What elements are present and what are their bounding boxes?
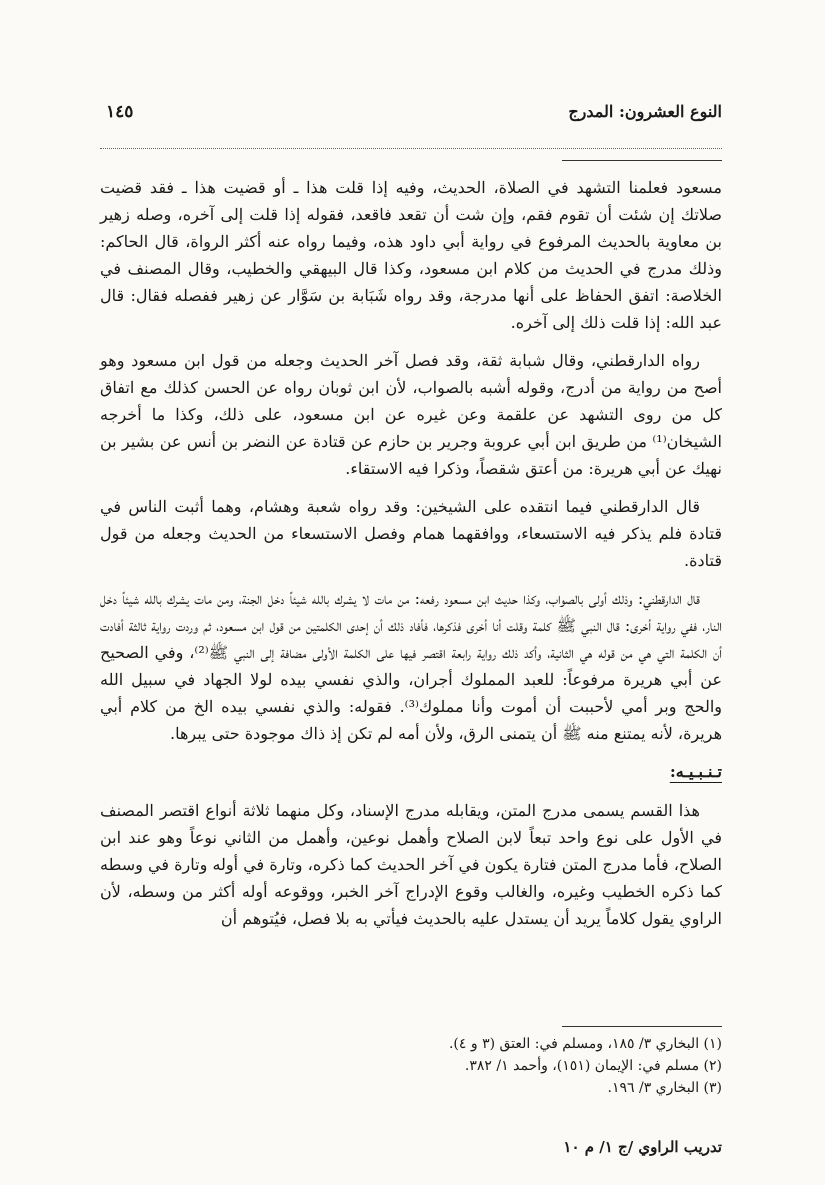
- page-number: ١٤٥: [106, 102, 134, 122]
- paragraph: قال الدارقطني: وذلك أولى بالصواب، وكذا حديث ابن مسعود رفعه: من مات لا يشرك بالله شيئاً دخل الجنة، ومن مات يشرك بالله شيئاً دخل النار، ففي رواية أخرى: قال النبي ﷺ كلمة وقلت أنا أخرى فذكرها، فأفاد ذلك أن إحدى الكلمتين من قول ابن مسعود، ثم وردت رواية ثالثة أفادت أن الكلمة التي هي من قوله هي الثانية، وأكد ذلك رواية رابعة اقتصر فيها على الكلمة الأولى مضافة إلى النبي ﷺ⁽²⁾، وفي الصحيح عن أبي هريرة مرفوعاً: للعبد المملوك أجران، والذي نفسي بيده لولا الجهاد في سبيل الله والحج وبر أمي لأحببت أن أموت وأنا مملوك⁽³⁾. فقوله: والذي نفسي بيده الخ من كلام أبي هريرة، لأنه يمتنع منه ﷺ أن يتمنى الرق، ولأن أمه لم تكن إذ ذاك موجودة حتى يبرها.: [100, 589, 723, 743]
- page-header: [100, 98, 722, 128]
- paragraph: هذا القسم يسمى مدرج المتن، ويقابله مدرج الإسناد، وكل منهما ثلاثة أنواع اقتصر المصنف في الأول على نوع واحد تبعاً لابن الصلاح وأهمل نوعين، وأهمل من الثاني نوعاً وهو عند ابن الصلاح، فأما مدرج المتن فتارة يكون في آخر الحديث كما ذكره، وتارة في أوله وتارة في وسطه كما ذكره الخطيب وغيره، والغالب وقوع الإدراج آخر الخبر، ووقوعه أوله أكثر من وسطه، لأن الراوي يقول كلاماً يريد أن يستدل عليه بالحديث فيأتي به بلا فصل، فيُتوهم أن: [100, 801, 722, 928]
- footnote: (١) البخاري ٣/ ١٨٥، ومسلم في: العتق (٣ و ٤).: [448, 1036, 722, 1052]
- running-title: النوع العشرون: المدرج: [568, 102, 722, 121]
- header-short-rule: [562, 160, 722, 161]
- footnote: (٢) مسلم في: الإيمان (١٥١)، وأحمد ١/ ٣٨٢.: [464, 1058, 722, 1074]
- paragraph: رواه الدارقطني، وقال شبابة ثقة، وقد فصل آخر الحديث وجعله من قول ابن مسعود وهو أصح من رواية من أدرج، وقوله أشبه بالصواب، لأن ابن ثوبان رواه عن الحسن كذلك مع اتفاق كل من روى التشهد عن علقمة وعن غيره عن ابن مسعود، على ذلك، وكذا ما أخرجه الشيخان⁽¹⁾ من طريق ابن أبي عروبة وجرير بن حازم عن قتادة عن النضر بن أنس عن بشير بن نهيك عن أبي هريرة: من أعتق شقصاً، وذكرا فيه الاستقاء.: [100, 351, 722, 478]
- footnote-rule: [562, 1026, 722, 1027]
- main-text: [100, 174, 722, 943]
- footnotes: [222, 1033, 722, 1099]
- section-heading: تـنـبـيـه:: [669, 762, 722, 781]
- header-dotted-rule: [100, 148, 722, 149]
- footnote: (٣) البخاري ٣/ ١٩٦.: [607, 1080, 722, 1096]
- paragraph: قال الدارقطني فيما انتقده على الشيخين: وقد رواه شعبة وهشام، وهما أثبت الناس في قتادة فلم يذكر فيه الاستسعاء، ووافقهما همام وفصل الاستسعاء من الحديث وجعله من قول قتادة.: [100, 497, 722, 570]
- paragraph: مسعود فعلمنا التشهد في الصلاة، الحديث، وفيه إذا قلت هذا ـ أو قضيت هذا ـ فقد قضيت صلاتك إن شئت أن تقوم فقم، وإن شت أن تقعد فاقعد، فقوله إذا قلت إلى آخره، وصله زهير بن معاوية بالحديث المرفوع في رواية أبي داود هذه، وفيما رواه عنه أكثر الرواة، قال الحاكم: وذلك مدرج في الحديث من كلام ابن مسعود، وكذا قال البيهقي والخطيب، وقال المصنف في الخلاصة: اتفق الحفاظ على أنها مدرجة، وقد رواه شَبَابة بن سَوَّار عن زهير ففصله فقال: قال عبد الله: إذا قلت ذلك إلى آخره.: [100, 178, 722, 332]
- page-footer-signature: تدريب الراوي /ج ١/ م ١٠: [563, 1138, 722, 1156]
